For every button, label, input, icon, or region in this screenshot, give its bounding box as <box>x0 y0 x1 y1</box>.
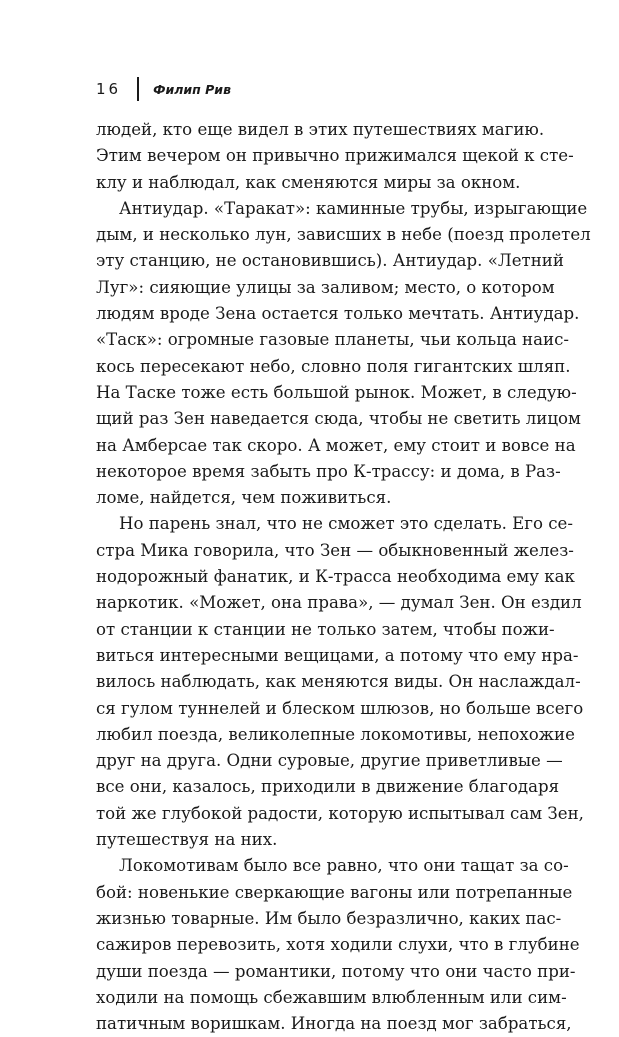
text-line: Но парень знал, что не сможет это сделать. Его се- <box>119 514 573 534</box>
text-line: ся гулом туннелей и блеском шлюзов, но больше всего <box>96 698 584 718</box>
text-line: сажиров перевозить, хотя ходили слухи, что в глубине <box>96 935 580 955</box>
text-line: Луг»: сияющие улицы за заливом; место, о котором <box>96 277 555 297</box>
text-line: от станции к станции не только затем, чтобы пожи- <box>96 619 555 639</box>
text-line: вилось наблюдать, как меняются виды. Он наслаждал- <box>96 672 581 692</box>
text-line: эту станцию, не остановившись). Антиудар. «Летний <box>96 251 564 271</box>
text-line: дым, и несколько лун, зависших в небе (поезд пролетел <box>96 225 591 245</box>
text-line: Антиудар. «Таракат»: каминные трубы, изрыгающие <box>119 198 588 218</box>
text-line: Этим вечером он привычно прижимался щекой к сте- <box>96 146 574 166</box>
paragraph <box>96 196 591 512</box>
text-line: клу и наблюдал, как сменяются миры за окном. <box>96 172 521 192</box>
text-line: той же глубокой радости, которую испытывал сам Зен, <box>96 803 584 823</box>
text-line: ходили на помощь сбежавшим влюбленным или сим- <box>96 987 567 1007</box>
text-line: друг на друга. Одни суровые, другие приветливые — <box>96 751 563 771</box>
text-line: некоторое время забыть про К-трассу: и дома, в Раз- <box>96 461 561 481</box>
text-line: кось пересекают небо, словно поля гигантских шляп. <box>96 356 571 376</box>
text-line: щий раз Зен наведается сюда, чтобы не светить лицом <box>96 409 581 429</box>
text-line: Локомотивам было все равно, что они тащат за со- <box>119 856 569 876</box>
paragraph <box>96 853 580 1037</box>
page-header <box>96 76 231 102</box>
text-line: наркотик. «Может, она права», — думал Зен. Он ездил <box>96 593 582 613</box>
text-line: души поезда — романтики, потому что они часто при- <box>96 961 576 981</box>
running-head-author: Филип Рив <box>153 81 231 97</box>
page-number: 16 <box>96 80 122 98</box>
text-line: ломе, найдется, чем поживиться. <box>96 488 392 508</box>
text-line: жизнью товарные. Им было безразлично, каких пас- <box>96 908 562 928</box>
text-line: На Таске тоже есть большой рынок. Может, в следую- <box>96 382 577 402</box>
body-text <box>96 117 591 1037</box>
text-line: бой: новенькие сверкающие вагоны или потрепанные <box>96 882 573 902</box>
text-line: нодорожный фанатик, и К-трасса необходима ему как <box>96 567 575 587</box>
text-line: «Таск»: огромные газовые планеты, чьи кольца наис- <box>96 330 569 350</box>
text-line: людям вроде Зена остается только мечтать. Антиудар. <box>96 304 580 324</box>
text-line: виться интересными вещицами, а потому что ему нра- <box>96 645 579 665</box>
text-line: на Амберсае так скоро. А может, ему стоит и вовсе на <box>96 435 576 455</box>
paragraph <box>96 511 584 853</box>
text-line: путешествуя на них. <box>96 830 278 850</box>
text-line: патичным воришкам. Иногда на поезд мог забраться, <box>96 1014 572 1034</box>
text-line: любил поезда, великолепные локомотивы, непохожие <box>96 724 575 744</box>
paragraph <box>96 117 574 196</box>
text-line: все они, казалось, приходили в движение благодаря <box>96 777 560 797</box>
text-line: стра Мика говорила, что Зен — обыкновенный желез- <box>96 540 574 560</box>
text-line: людей, кто еще видел в этих путешествиях магию. <box>96 120 545 139</box>
header-divider <box>137 77 139 101</box>
